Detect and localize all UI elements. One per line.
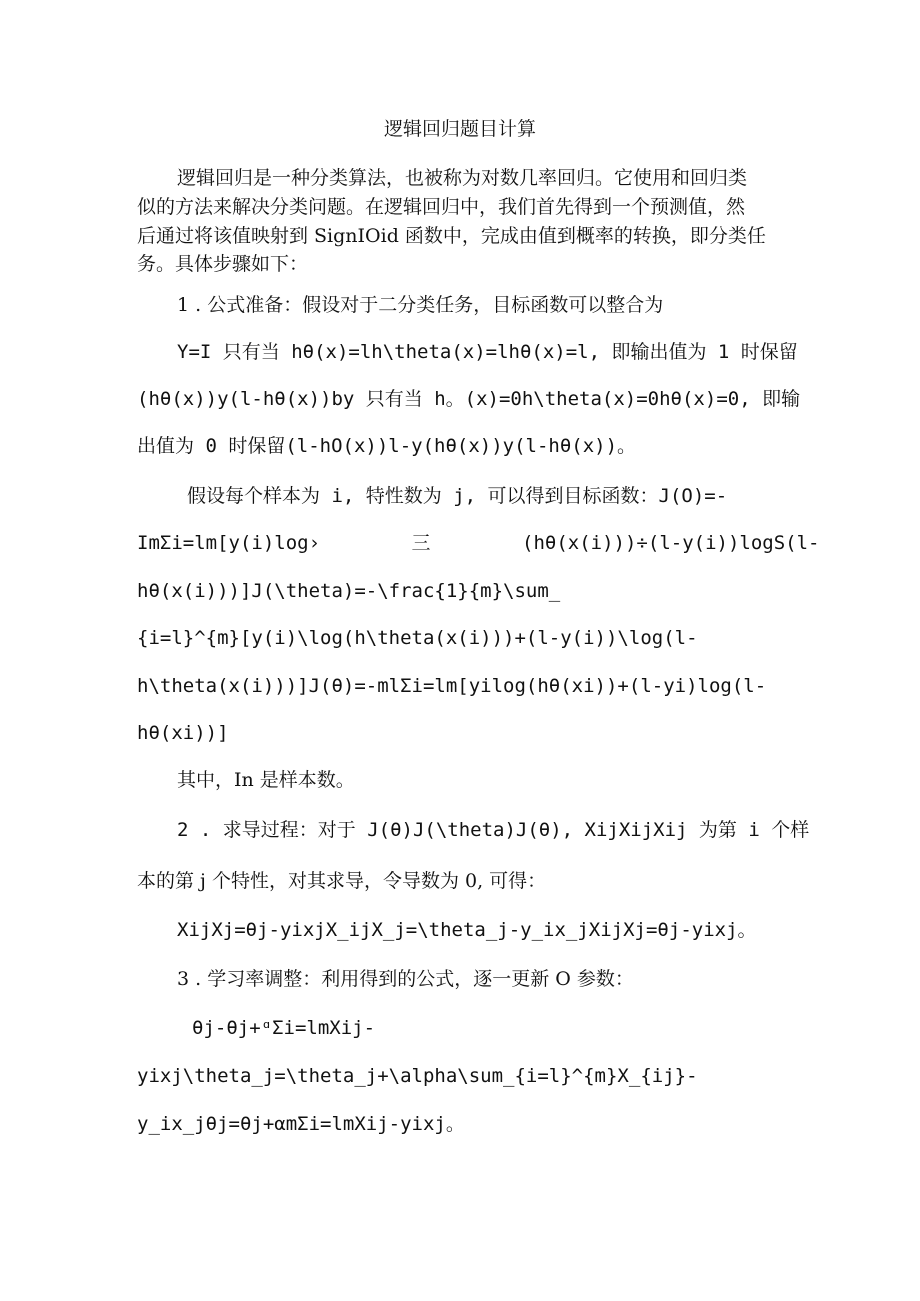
formula-line: 假设每个样本为 i, 特性数为 j, 可以得到目标函数：J(O)=- bbox=[187, 485, 728, 507]
formula-line: Y=I 只有当 hθ(x)=lh\theta(x)=lhθ(x)=l, 即输出值为 1 时保留 bbox=[177, 341, 798, 363]
formula-line: XijXj=θj-yixjX_ijX_j=\theta_j-y_ix_jXijXj=θj-yixj。 bbox=[177, 919, 757, 941]
formula-line: hθ(xi))] bbox=[137, 722, 229, 744]
step-heading: 3 . 学习率调整：利用得到的公式，逐一更新 O 参数： bbox=[177, 968, 634, 990]
formula-line: 出值为 0 时保留(l-hO(x))l-y(hθ(x))y(l-hθ(x))。 bbox=[137, 435, 637, 457]
formula-line: ImΣi=lm[y(i)log› 三 (hθ(x(i)))÷(l-y(i))logS(l- bbox=[137, 532, 820, 554]
paragraph-line: 逻辑回归是一种分类算法，也被称为对数几率回归。它使用和回归类 bbox=[177, 167, 748, 189]
paragraph-line: 后通过将该值映射到 SignIOid 函数中，完成由值到概率的转换，即分类任 bbox=[137, 225, 766, 247]
formula-line: {i=l}^{m}[y(i)\log(h\theta(x(i)))+(l-y(i))\log(l- bbox=[137, 627, 698, 649]
formula-line: θj-θj+ᵅΣi=lmXij- bbox=[192, 1017, 376, 1039]
formula-line: y_ix_jθj=θj+αmΣi=lmXij-yixj。 bbox=[137, 1113, 465, 1135]
step-heading: 2 . 求导过程：对于 J(θ)J(\theta)J(θ), XijXijXij 为第 i 个样 bbox=[177, 819, 810, 841]
formula-line: yixj\theta_j=\theta_j+\alpha\sum_{i=l}^{m}X_{ij}- bbox=[137, 1065, 698, 1087]
paragraph-line: 似的方法来解决分类问题。在逻辑回归中，我们首先得到一个预测值，然 bbox=[137, 196, 746, 218]
document-title: 逻辑回归题目计算 bbox=[383, 118, 536, 140]
step-heading: 1 . 公式准备：假设对于二分类任务，目标函数可以整合为 bbox=[177, 294, 664, 316]
formula-line: hθ(x(i)))]J(\theta)=-\frac{1}{m}\sum_ bbox=[137, 580, 561, 602]
paragraph-line: 务。具体步骤如下： bbox=[137, 253, 309, 275]
formula-line: (hθ(x))y(l-hθ(x))by 只有当 h。(x)=0h\theta(x)=0hθ(x)=0, 即输 bbox=[137, 388, 801, 410]
paragraph-line: 其中，In 是样本数。 bbox=[177, 769, 355, 791]
paragraph-line: 本的第 j 个特性，对其求导，令导数为 0, 可得： bbox=[137, 870, 547, 892]
formula-line: h\theta(x(i)))]J(θ)=-mlΣi=lm[yilog(hθ(xi))+(l-yi)log(l- bbox=[137, 675, 767, 697]
